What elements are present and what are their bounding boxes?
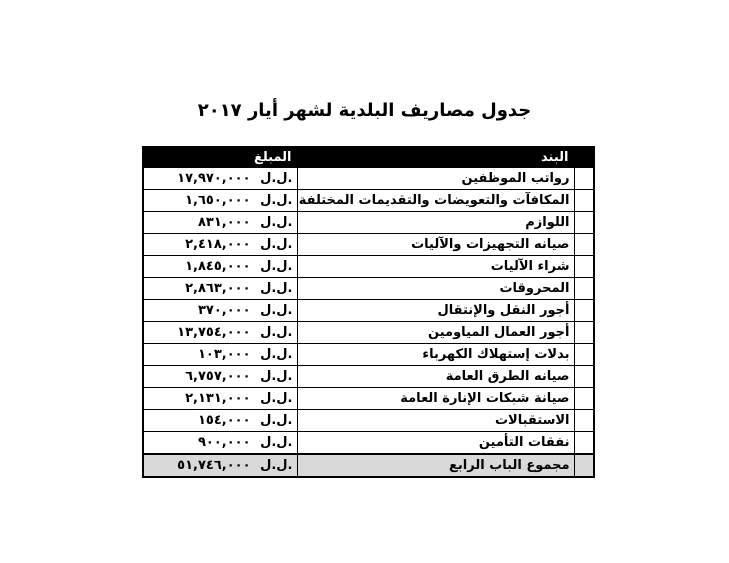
amount-value: ٣٧٠,٠٠٠ [197,302,251,318]
amount-value: ١٧,٩٧٠,٠٠٠ [177,170,251,186]
amount-cell [143,299,297,321]
header-cell-item: البند [297,147,574,167]
currency-label: ل.ل. [260,302,293,318]
item-label: أجور العمال المياومين [428,324,570,340]
currency-label: ل.ل. [260,280,293,296]
amount-value: ١,٦٥٠,٠٠٠ [185,192,251,208]
table-row [143,255,594,277]
expenses-table [142,146,595,478]
currency-label: ل.ل. [260,258,293,274]
amount-cell [143,189,297,211]
table-row [143,167,594,189]
item-cell [297,277,574,299]
item-label: صيانه الطرق العامة [445,368,570,384]
currency-label: ل.ل. [260,324,293,340]
amount-cell [143,431,297,454]
spacer-cell [574,321,594,343]
currency-label: ل.ل. [260,192,293,208]
table-header-row [143,147,594,167]
currency-label: ل.ل. [260,236,293,252]
amount-value: ٩٠٠,٠٠٠ [197,434,251,450]
spacer-cell [574,299,594,321]
item-label: صيانه التجهيزات والآليات [411,236,570,252]
amount-value: ٦,٧٥٧,٠٠٠ [185,368,251,384]
spacer-cell [574,167,594,189]
amount-cell [143,321,297,343]
amount-cell [143,409,297,431]
amount-cell [143,233,297,255]
item-label: اللوازم [525,214,570,230]
item-cell [297,167,574,189]
item-cell [297,365,574,387]
currency-label: ل.ل. [260,346,293,362]
item-label: الاستقبالات [494,412,570,428]
item-cell [297,211,574,233]
table-row [143,211,594,233]
total-row [143,454,594,477]
total-label-cell [297,454,574,477]
item-cell [297,233,574,255]
table-row [143,299,594,321]
item-cell [297,299,574,321]
item-label: المحروقات [499,280,570,296]
amount-value: ٨٣١,٠٠٠ [197,214,251,230]
amount-cell [143,167,297,189]
item-label: بدلات إستهلاك الكهرباء [422,346,570,362]
currency-label: ل.ل. [260,214,293,230]
amount-value: ١٣,٧٥٤,٠٠٠ [177,324,251,340]
spacer-cell [574,343,594,365]
spacer-cell [574,255,594,277]
item-cell [297,343,574,365]
currency-label: ل.ل. [260,170,293,186]
amount-cell [143,211,297,233]
header-cell-spacer [574,147,594,167]
amount-cell [143,277,297,299]
item-cell [297,189,574,211]
item-label: رواتب الموظفين [461,170,570,186]
table-row [143,431,594,454]
table-row [143,387,594,409]
amount-value: ١,٨٤٥,٠٠٠ [185,258,251,274]
amount-value: ١٠٣,٠٠٠ [197,346,251,362]
item-label: شراء الآليات [490,258,570,274]
amount-cell [143,255,297,277]
spacer-cell [574,233,594,255]
amount-cell [143,365,297,387]
item-label: صيانة شبكات الإنارة العامة [400,390,570,406]
total-label: مجموع الباب الرابع [449,457,570,473]
spacer-cell [574,211,594,233]
table-row [143,409,594,431]
currency-label: ل.ل. [260,412,293,428]
currency-label: ل.ل. [260,457,293,473]
amount-value: ١٥٤,٠٠٠ [197,412,251,428]
table-row [143,343,594,365]
currency-label: ل.ل. [260,434,293,450]
item-label: نفقات التأمين [478,434,570,450]
header-cell-amount: المبلغ [143,147,297,167]
amount-cell [143,387,297,409]
amount-value: ٢,١٣١,٠٠٠ [185,390,251,406]
table-row [143,277,594,299]
amount-cell [143,343,297,365]
spacer-cell [574,387,594,409]
table-row [143,365,594,387]
item-label: المكافآت والتعويضات والتقديمات المختلفة [298,192,570,208]
expenses-table-container [142,146,595,478]
spacer-cell [574,409,594,431]
spacer-cell [574,277,594,299]
table-body [143,167,594,477]
item-cell [297,255,574,277]
table-row [143,189,594,211]
item-label: أجور النقل والإنتقال [437,302,570,318]
item-cell [297,387,574,409]
item-cell [297,321,574,343]
amount-value: ٢,٤١٨,٠٠٠ [185,236,251,252]
total-amount-cell [143,454,297,477]
amount-value: ٢,٨٦٣,٠٠٠ [185,280,251,296]
item-cell [297,409,574,431]
page-title: جدول مصاريف البلدية لشهر أيار ٢٠١٧ [197,100,532,121]
spacer-cell [574,189,594,211]
spacer-cell [574,431,594,454]
currency-label: ل.ل. [260,368,293,384]
item-cell [297,431,574,454]
table-row [143,321,594,343]
table-row [143,233,594,255]
total-amount-value: ٥١,٧٤٦,٠٠٠ [177,457,251,473]
currency-label: ل.ل. [260,390,293,406]
spacer-cell [574,365,594,387]
total-spacer-cell [574,454,594,477]
